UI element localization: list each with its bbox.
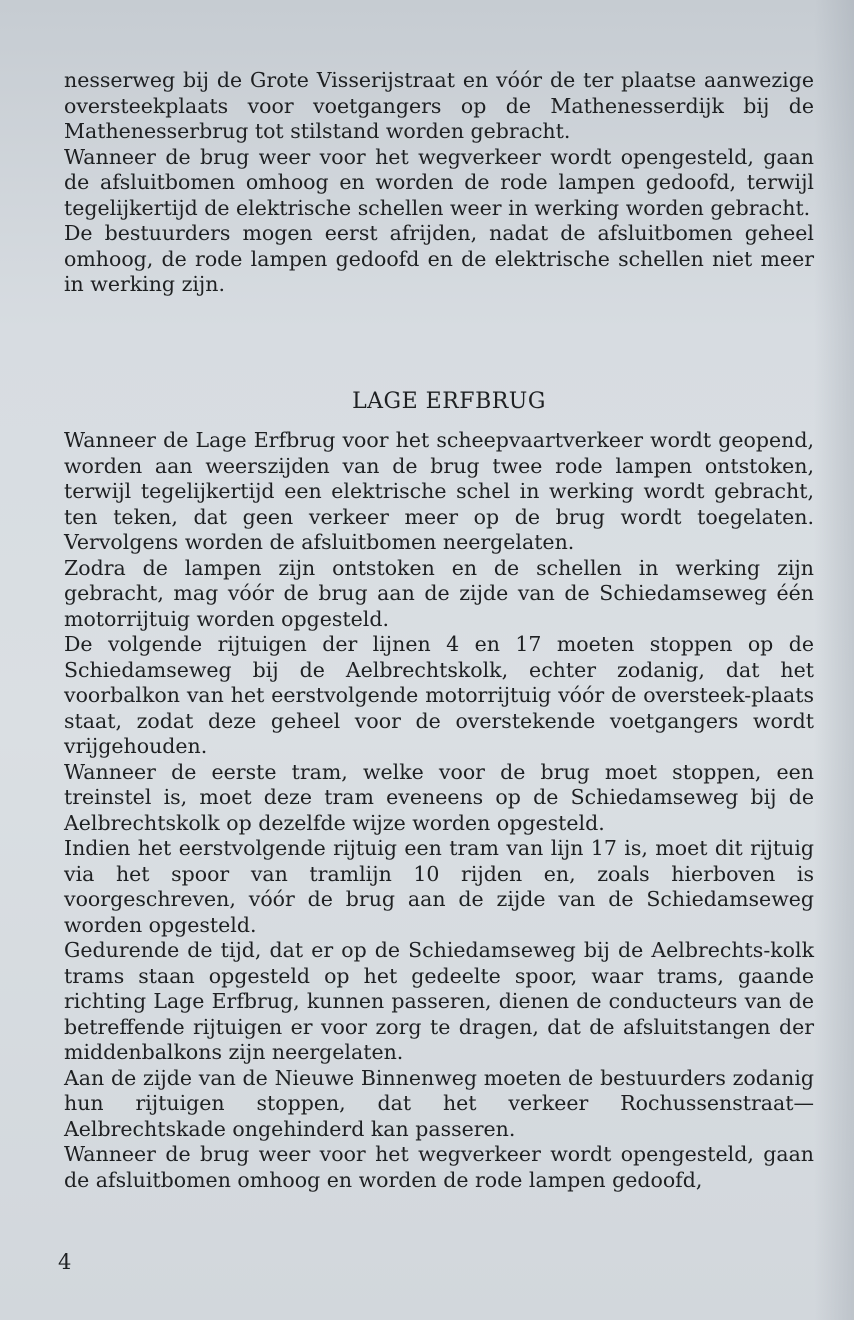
paragraph-first-vehicle: Zodra de lampen zijn ontstoken en de schellen in werking zijn gebracht, mag vóór de brug aan de zijde van de Schiedamseweg één motorrijtuig worden opgesteld. xyxy=(64,555,814,631)
section-heading: LAGE ERFBRUG xyxy=(352,389,546,414)
paragraph-following-vehicles: De volgende rijtuigen der lijnen 4 en 17 moeten stoppen op de Schiedamseweg bij de Aelbrechtskolk, echter zodanig, dat het voorbalkon van het eerstvolgende motorrijtuig vóór de oversteek-plaats staat, zodat deze geheel voor de overstekende voetgangers wordt vrijgehouden. xyxy=(64,632,814,758)
paragraph-bridge-reopen-end: Wanneer de brug weer voor het wegverkeer wordt opengesteld, gaan de afsluitbomen omhoog en worden de rode lampen gedoofd, xyxy=(64,1142,814,1192)
paragraph-line-17: Indien het eerstvolgende rijtuig een tram van lijn 17 is, moet dit rijtuig via het spoor van tramlijn 10 rijden en, zoals hierboven is voorgeschreven, vóór de brug aan de zijde van de Schiedamseweg worden opgesteld. xyxy=(64,836,814,937)
paragraph-drivers-departure: De bestuurders mogen eerst afrijden, nadat de afsluitbomen geheel omhoog, de rode lampen gedoofd en de elektrische schellen niet meer in werking zijn. xyxy=(64,221,814,296)
top-text-block xyxy=(64,68,814,298)
page-curve-shadow xyxy=(814,0,854,1320)
paragraph-nieuwe-binnenweg: Aan de zijde van de Nieuwe Binnenweg moeten de bestuurders zodanig hun rijtuigen stoppen, dat het verkeer Rochussenstraat—Aelbrechtskade ongehinderd kan passeren. xyxy=(64,1065,814,1141)
paragraph-bridge-opening: Wanneer de Lage Erfbrug voor het scheepvaartverkeer wordt geopend, worden aan weerszijden van de brug twee rode lampen ontstoken, terwijl tegelijkertijd een elektrische schel in werking wordt gebracht, ten teken, dat geen verkeer meer op de brug wordt toegelaten. Vervolgens worden de afsluitbomen neergelaten. xyxy=(64,428,814,554)
section-text-block xyxy=(64,428,814,1193)
paragraph-bridge-reopen: Wanneer de brug weer voor het wegverkeer wordt opengesteld, gaan de afsluitbomen omhoog en worden de rode lampen gedoofd, terwijl tegelijkertijd de elektrische schellen weer in werking worden gebracht. xyxy=(64,144,814,220)
paragraph-conductors: Gedurende de tijd, dat er op de Schiedamseweg bij de Aelbrechts-kolk trams staan opgesteld op het gedeelte spoor, waar trams, gaande richting Lage Erfbrug, kunnen passeren, dienen de conducteurs van de betreffende rijtuigen er voor zorg te dragen, dat de afsluitstangen der middenbalkons zijn neergelaten. xyxy=(64,938,814,1064)
paragraph-continuation: nesserweg bij de Grote Visserijstraat en vóór de ter plaatse aanwezige oversteekplaats voor voetgangers op de Mathenesserdijk bij de Mathenesserbrug tot stilstand worden gebracht. xyxy=(64,68,814,143)
paragraph-first-tram: Wanneer de eerste tram, welke voor de brug moet stoppen, een treinstel is, moet deze tram eveneens op de Schiedamseweg bij de Aelbrechtskolk op dezelfde wijze worden opgesteld. xyxy=(64,759,814,835)
page-number: 4 xyxy=(58,1250,72,1274)
